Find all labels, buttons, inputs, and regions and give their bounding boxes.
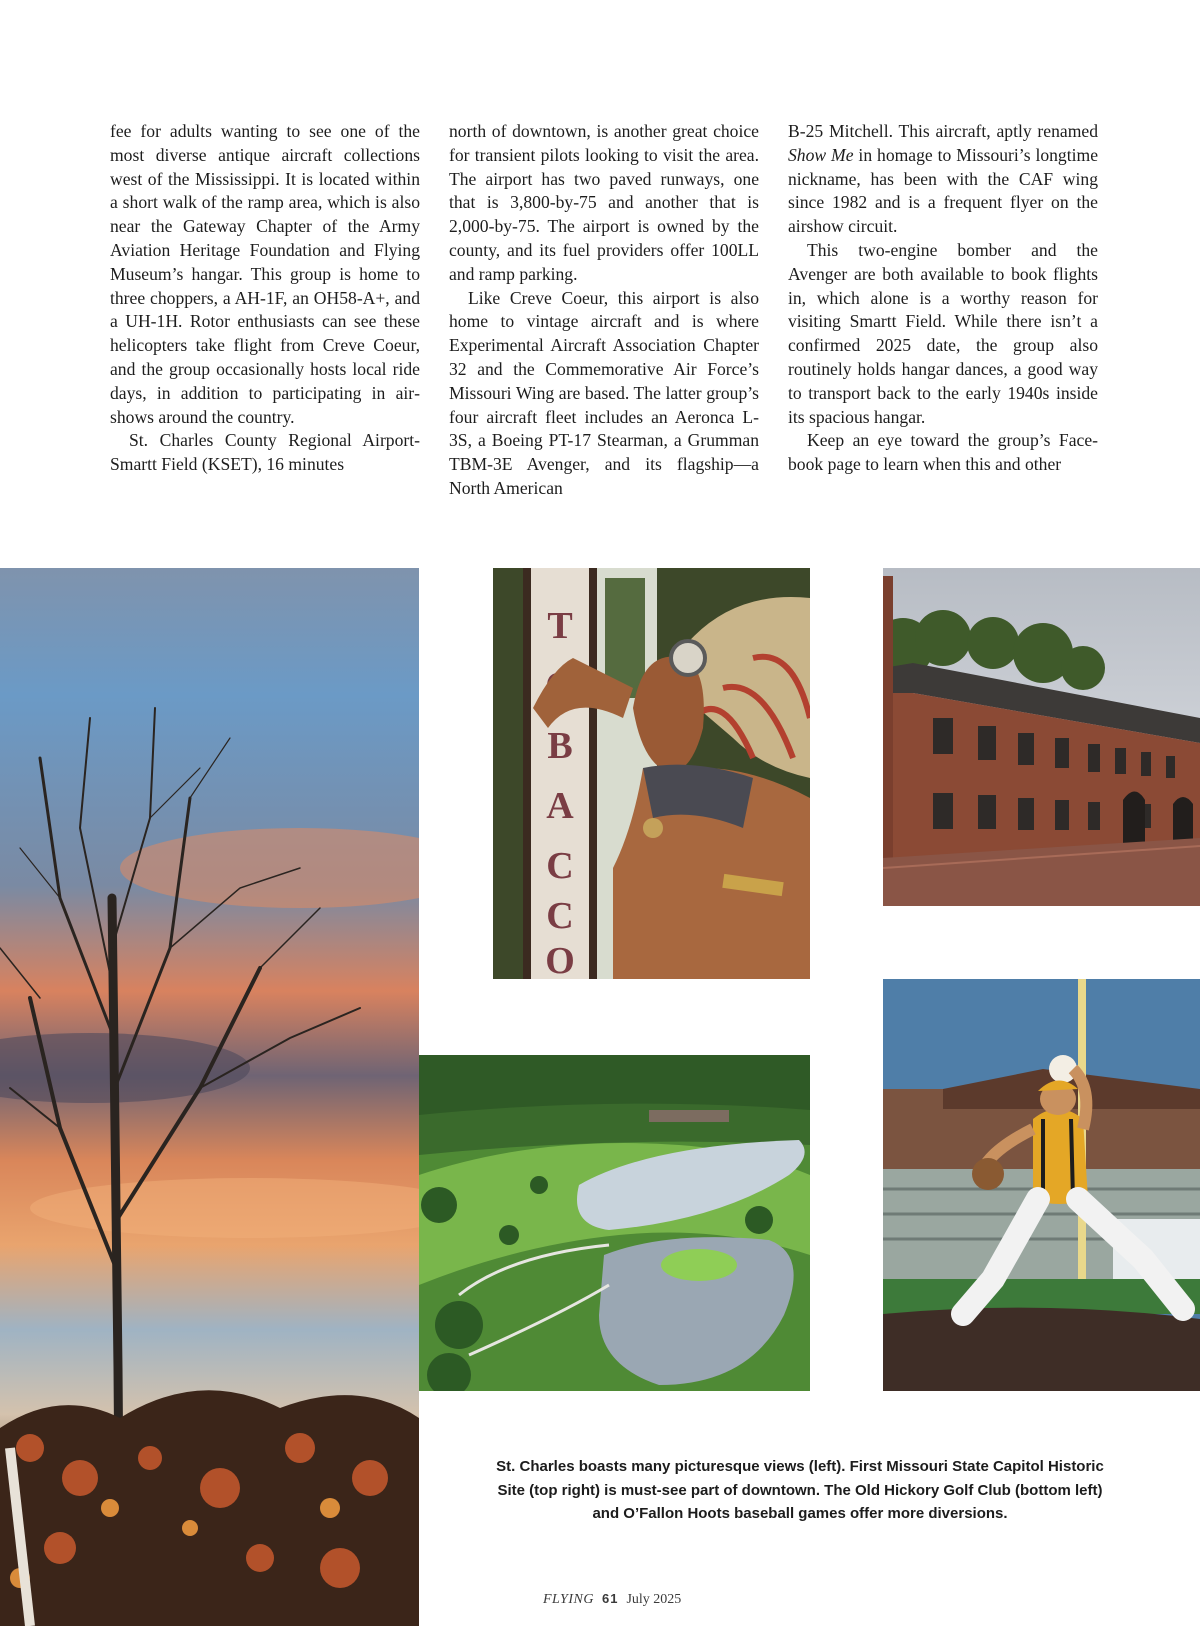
paragraph <box>788 120 1098 239</box>
text-run: in homage to Missouri’s longtime nickname, has been with the CAF wing since 1982 and is a frequent flyer on the airshow circuit. <box>788 144 1098 237</box>
tobacco-sign-letter: A <box>546 785 574 827</box>
tobacco-sign-letter: C <box>546 845 574 887</box>
capitol-building-photo <box>883 568 1200 906</box>
golf-course-photo <box>419 1055 810 1391</box>
paragraph: fee for adults wanting to see one of the most diverse antique aircraft collections west of the Mississippi. It is located within a short walk of the ramp area, which is also near the Gateway Chapter of the Army Aviation Heritage Foundation and Flying Museum’s hangar. This group is home to three choppers, a AH-1F, an OH58-A+, and a UH-1H. Rotor enthusiasts can see these helicopters take flight from Creve Coeur, and the group occasionally hosts local ride days, in addition to participating in airshows around the country. <box>110 121 420 427</box>
paragraph: Keep an eye toward the group’s Facebook page to learn when this and other <box>788 430 1098 475</box>
paragraph: north of downtown, is another great choice for transient pilots looking to visit the area. The airport has two paved runways, one that is 3,800-by-75 and another that is 2,000-by-75. The airport is owned by the county, and its fuel providers offer 100LL and ramp parking. <box>449 121 759 284</box>
tobacco-sign-letter: C <box>546 895 574 937</box>
statue-photo <box>493 568 810 979</box>
text-run: B-25 Mitchell. This aircraft, aptly renamed <box>788 121 1098 141</box>
magazine-name: FLYING <box>543 1592 594 1607</box>
issue-date: July 2025 <box>626 1592 682 1607</box>
tobacco-sign-letter: T <box>547 605 573 647</box>
article-column-3 <box>788 120 1098 477</box>
page-number: 61 <box>601 1591 619 1606</box>
tobacco-sign-letter: O <box>545 940 575 979</box>
photo-caption: St. Charles boasts many picturesque views (left). First Missouri State Capitol Historic Site (top right) is must-see part of downtown. The Old Hickory Golf Club (bottom left) and O’Fallon Hoots baseball games offer more diversions. <box>496 1458 1104 1522</box>
page-footer <box>543 1591 681 1608</box>
aircraft-name: Show Me <box>788 144 854 165</box>
article-column-2 <box>449 120 759 501</box>
paragraph: Like Creve Coeur, this airport is also home to vintage aircraft and is where Experimental Aircraft Association Chapter 32 and the Commemorative Air Force’s Missouri Wing are based. The latter group’s four aircraft fleet includes an Aeronca L-3S, a Boeing PT-17 Stearman, a Grumman TBM-3E Avenger, and its flagship—a North American <box>449 287 759 498</box>
paragraph: St. Charles County Regional Airport-Smartt Field (KSET), 16 minutes <box>110 430 420 475</box>
tobacco-sign-letter: B <box>547 725 573 767</box>
article-column-1 <box>110 120 420 477</box>
baseball-pitcher-photo <box>883 979 1200 1391</box>
paragraph: This two-engine bomber and the Avenger are both available to book flights in, which alone is a worthy reason for visiting Smartt Field. While there isn’t a confirmed 2025 date, the group also routinely holds hangar dances, a good way to transport back to the early 1940s inside its spacious hangar. <box>788 239 1098 427</box>
sunset-tree-photo <box>0 568 419 1626</box>
